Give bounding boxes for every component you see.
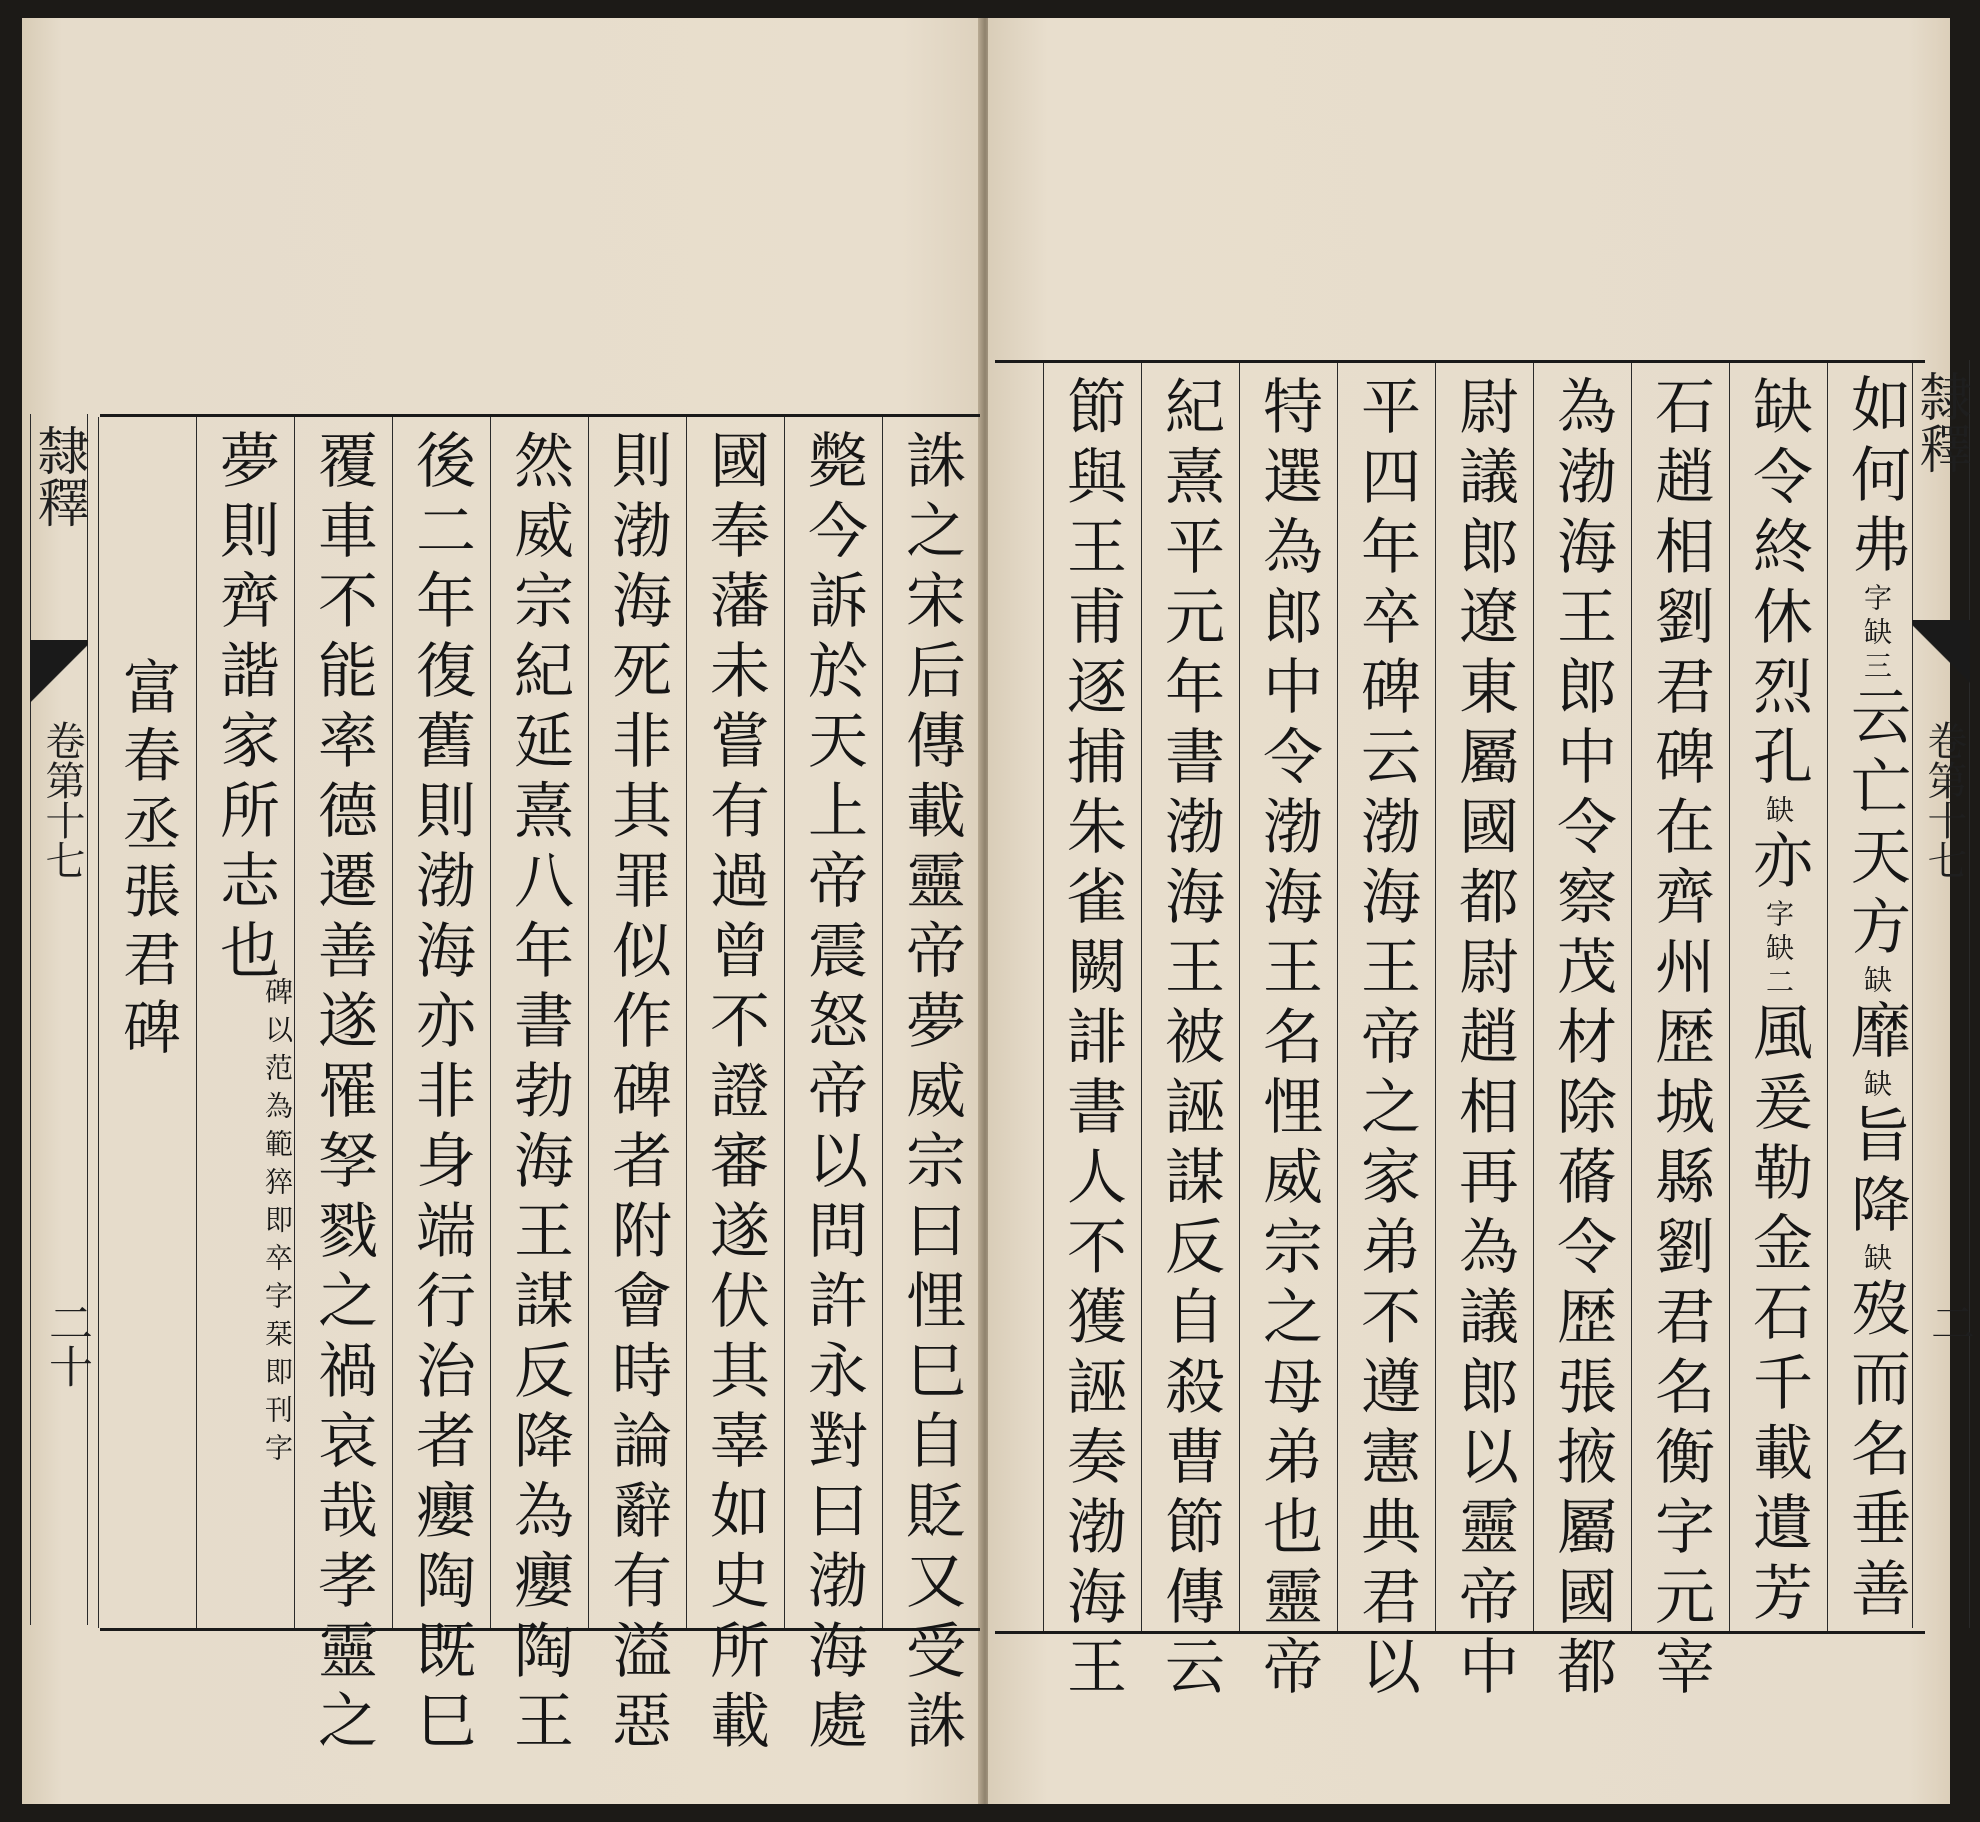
left-text-frame (100, 414, 980, 1759)
right-col-1-note-3: 缺 (1860, 1069, 1893, 1103)
right-col-2-a: 缺令終休烈孔 (1743, 375, 1813, 795)
right-col-1-note-4: 缺 (1860, 1243, 1893, 1277)
right-col-2 (1729, 363, 1827, 1631)
left-col-3: 國奉藩未嘗有過曾不證審遂伏其辜如史所載 (686, 417, 784, 1628)
right-margin-volume: 卷第十七 (1921, 720, 1967, 880)
right-margin-page: 二 (1923, 1300, 1974, 1344)
right-col-1-note-2: 缺 (1860, 965, 1893, 999)
left-col-8: 夢則齊諧家所志也 (196, 417, 294, 1628)
left-col-1: 誅之宋后傳載靈帝夢威宗曰悝巳自貶又受誅 (882, 417, 980, 1628)
right-col-2-note-2: 字缺二 (1762, 899, 1795, 1001)
right-col-1-e: 歿而名垂善 (1841, 1277, 1911, 1627)
right-col-5: 尉議郎遼東屬國都尉趙相再為議郎以靈帝中 (1435, 363, 1533, 1631)
left-col-7: 覆車不能率德遷善遂罹孥戮之禍哀哉孝靈之 (294, 417, 392, 1628)
right-margin-title: 隸釋 (1910, 370, 1970, 474)
right-col-7: 特選為郎中令渤海王名悝威宗之母弟也靈帝 (1239, 363, 1337, 1631)
right-col-2-c: 風爰勒金石千載遺芳 (1743, 1001, 1813, 1631)
left-col-8-note: 碑以范為範猝即卒字栞即刊字 (261, 977, 294, 1471)
left-margin-strip (30, 414, 88, 1625)
right-col-3: 石趙相劉君碑在齊州歴城縣劉君名衡字元宰 (1631, 363, 1729, 1631)
right-col-1-note-1: 字缺三 (1860, 583, 1893, 685)
left-col-2: 斃今訴於天上帝震怒帝以問許永對曰渤海處 (784, 417, 882, 1628)
left-col-4: 則渤海死非其罪似作碑者附會時論辭有溢惡 (588, 417, 686, 1628)
right-col-1-c: 靡 (1841, 999, 1911, 1069)
left-col-6: 後二年復舊則渤海亦非身端行治者癭陶既巳 (392, 417, 490, 1628)
right-col-9: 節與王甫逐捕朱雀闕誹書人不獲誣奏渤海王 (1043, 363, 1141, 1631)
left-col-9-title: 富春丞張君碑 (98, 417, 196, 1628)
right-text-frame (995, 360, 1925, 1705)
right-col-1 (1827, 363, 1925, 1631)
left-margin-page: 二十 (41, 1300, 92, 1388)
right-col-1-d: 旨降 (1841, 1103, 1911, 1243)
right-col-1-a: 如何弗 (1841, 373, 1911, 583)
right-col-2-b: 亦 (1743, 829, 1813, 899)
left-fish-tail-mark (30, 640, 88, 720)
left-col-5: 然威宗紀延熹八年書勃海王謀反降為癭陶王 (490, 417, 588, 1628)
right-col-4: 為渤海王郎中令察茂材除蓨令歴張掖屬國都 (1533, 363, 1631, 1631)
right-col-1-b: 云亡天方 (1841, 685, 1911, 965)
left-margin-volume: 卷第十七 (39, 720, 85, 880)
right-col-6: 平四年卒碑云渤海王帝之家弟不遵憲典君以 (1337, 363, 1435, 1631)
left-margin-title: 隸釋 (28, 424, 88, 528)
right-col-8: 紀熹平元年書渤海王被誣謀反自殺曹節傳云 (1141, 363, 1239, 1631)
right-col-2-note-1: 缺 (1762, 795, 1795, 829)
